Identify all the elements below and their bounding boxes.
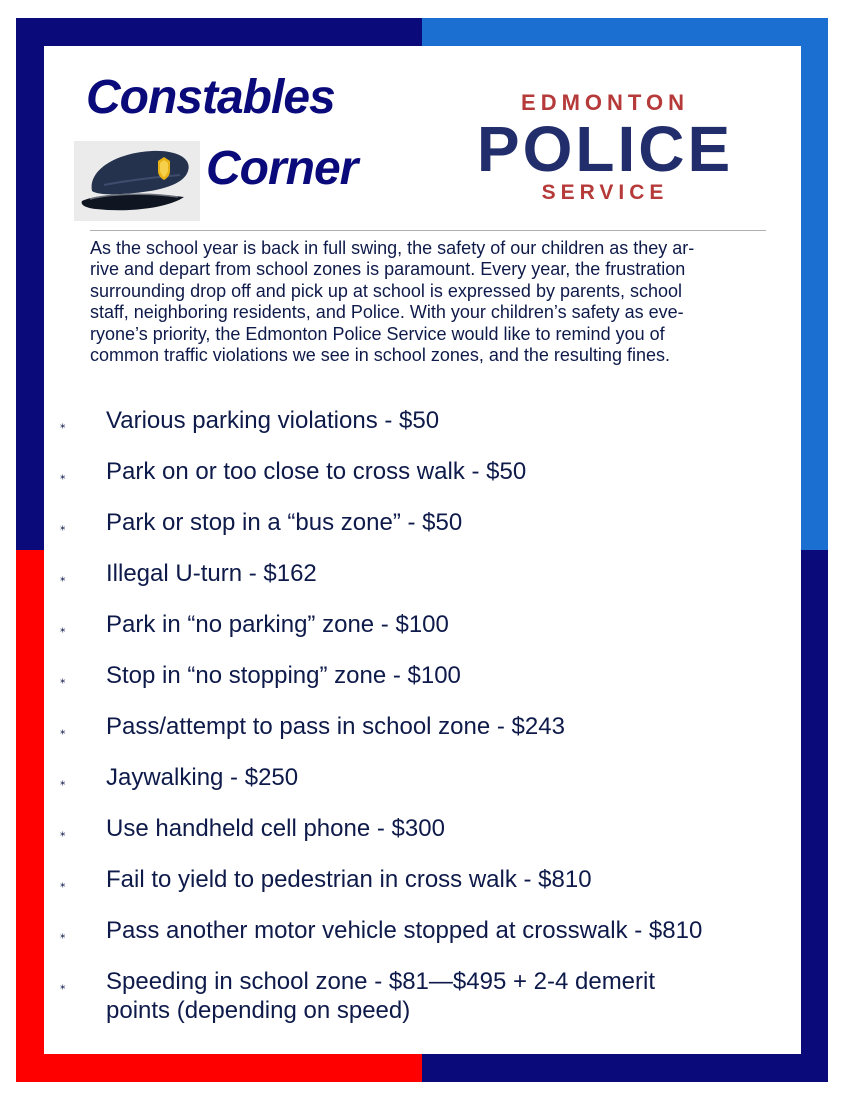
logo-police: POLICE — [476, 113, 734, 185]
bullet-icon: ⁎ — [60, 521, 66, 533]
intro-line: surrounding drop off and pick up at school is expressed by parents, school — [90, 280, 683, 301]
bullet-icon: ⁎ — [60, 419, 66, 431]
police-cap-icon — [74, 141, 200, 221]
fine-item — [60, 506, 800, 557]
fine-item — [60, 914, 800, 965]
fine-item — [60, 659, 800, 710]
fine-text: Use handheld cell phone - $300 — [106, 815, 445, 842]
fine-item — [60, 455, 800, 506]
intro-line: rive and depart from school zones is paramount. Every year, the frustration — [90, 259, 686, 280]
fine-item — [60, 557, 800, 608]
bullet-icon: ⁎ — [60, 623, 66, 635]
bullet-icon: ⁎ — [60, 572, 66, 584]
intro-line: common traffic violations we see in school zones, and the resulting fines. — [90, 345, 670, 366]
bullet-icon: ⁎ — [60, 929, 66, 941]
fine-item — [60, 608, 800, 659]
bullet-icon: ⁎ — [60, 776, 66, 788]
fine-text: Park on or too close to cross walk - $50 — [106, 458, 527, 485]
fine-text — [106, 967, 655, 1025]
fine-text-line: points (depending on speed) — [106, 997, 411, 1024]
title-corner: Corner — [206, 142, 358, 195]
intro-paragraph — [90, 238, 802, 366]
fine-text: Park in “no parking” zone - $100 — [106, 611, 449, 638]
bullet-icon: ⁎ — [60, 980, 66, 992]
fine-item — [60, 863, 800, 914]
bullet-icon: ⁎ — [60, 827, 66, 839]
fine-text: Illegal U-turn - $162 — [106, 560, 317, 587]
divider — [90, 230, 766, 231]
fine-text: Various parking violations - $50 — [106, 407, 440, 434]
intro-line: As the school year is back in full swing, the safety of our children as they ar- — [90, 238, 695, 258]
fine-text: Jaywalking - $250 — [106, 764, 299, 791]
fine-text: Fail to yield to pedestrian in cross walk - $810 — [106, 866, 592, 893]
fine-text: Pass another motor vehicle stopped at crosswalk - $810 — [106, 917, 703, 944]
intro-line: ryone’s priority, the Edmonton Police Service would like to remind you of — [90, 323, 665, 344]
fine-text: Stop in “no stopping” zone - $100 — [106, 662, 461, 689]
logo-edmonton: EDMONTON — [521, 90, 689, 115]
fine-text: Park or stop in a “bus zone” - $50 — [106, 509, 463, 536]
fine-item — [60, 761, 800, 812]
intro-line: staff, neighboring residents, and Police. With your children’s safety as eve- — [90, 302, 684, 323]
fine-item — [60, 404, 800, 455]
fine-item — [60, 965, 800, 1029]
bullet-icon: ⁎ — [60, 725, 66, 737]
fine-text: Pass/attempt to pass in school zone - $243 — [106, 713, 565, 740]
bullet-icon: ⁎ — [60, 470, 66, 482]
fine-item — [60, 710, 800, 761]
fine-item — [60, 812, 800, 863]
title-constables: Constables — [86, 71, 335, 124]
bullet-icon: ⁎ — [60, 674, 66, 686]
bullet-icon: ⁎ — [60, 878, 66, 890]
fines-list — [60, 404, 800, 1029]
fine-text-line: Speeding in school zone - $81—$495 + 2-4 demerit — [106, 968, 656, 995]
logo-service: SERVICE — [541, 181, 669, 204]
